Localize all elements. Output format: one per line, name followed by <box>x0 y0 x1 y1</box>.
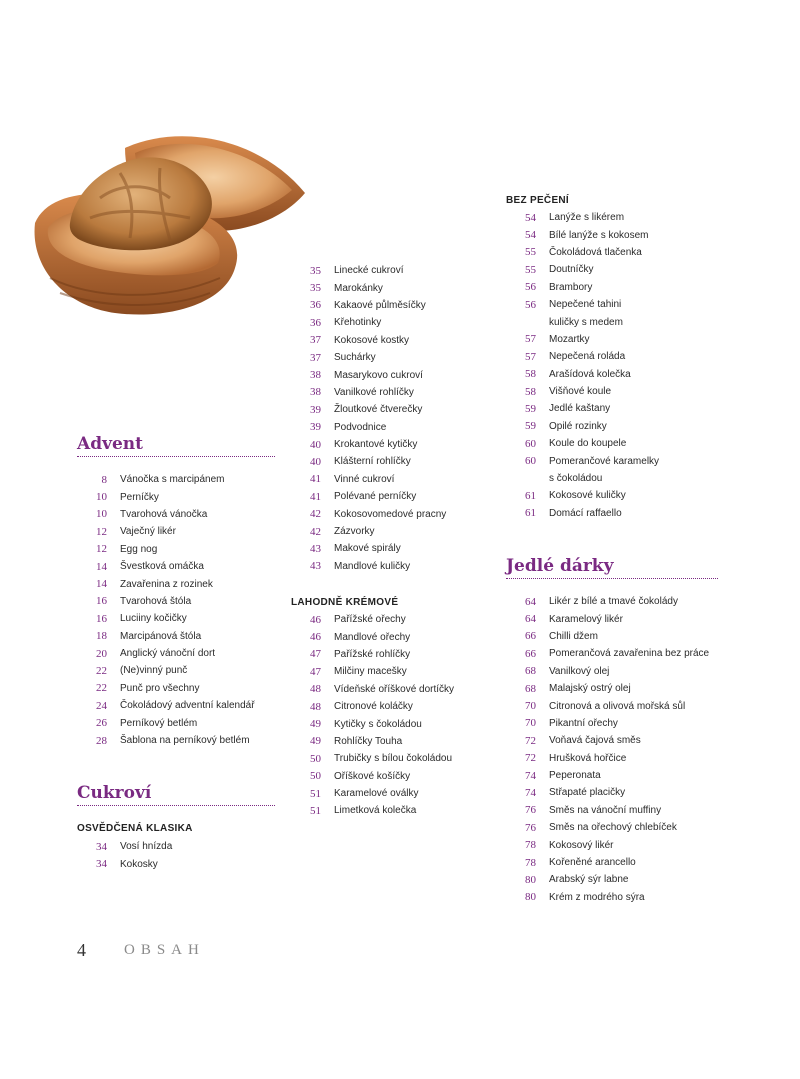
toc-title: Chilli džem <box>549 630 598 642</box>
osvedcena-list-b <box>291 262 446 575</box>
toc-page: 35 <box>310 264 321 277</box>
toc-title: Karamelové oválky <box>334 788 419 800</box>
toc-item[interactable] <box>506 680 709 697</box>
toc-page: 70 <box>525 717 536 730</box>
toc-item[interactable] <box>77 645 255 662</box>
toc-title: Křehotinky <box>334 317 382 329</box>
toc-item[interactable] <box>291 785 454 802</box>
toc-title: Vosí hnízda <box>120 841 173 853</box>
toc-item[interactable] <box>77 471 255 488</box>
toc-page: 68 <box>525 665 536 678</box>
jedle-darky-list <box>506 593 709 906</box>
toc-title: Bílé lanýže s kokosem <box>549 229 649 241</box>
toc-page: 10 <box>96 508 107 521</box>
toc-page: 39 <box>310 403 321 416</box>
subsection-bez-peceni: BEZ PEČENÍ <box>506 195 570 206</box>
toc-item[interactable] <box>506 226 659 243</box>
toc-page: 40 <box>310 455 321 468</box>
section-title-jedle-darky: Jedlé dárky <box>506 556 718 579</box>
toc-title: Žloutkové čtverečky <box>334 404 423 416</box>
toc-title: Linecké cukroví <box>334 265 404 277</box>
toc-title: Mandlové ořechy <box>334 631 411 643</box>
toc-page: 50 <box>310 770 321 783</box>
toc-page: 12 <box>96 525 107 538</box>
toc-item[interactable] <box>506 279 659 296</box>
toc-item[interactable] <box>506 732 709 749</box>
toc-title: Oříškové košíčky <box>334 770 411 782</box>
toc-item[interactable] <box>506 610 709 627</box>
toc-title: Kokosové kostky <box>334 334 410 346</box>
toc-page: 57 <box>525 350 536 363</box>
toc-page: 42 <box>310 525 321 538</box>
toc-page: 43 <box>310 560 321 573</box>
toc-item[interactable] <box>291 349 446 366</box>
toc-page: 61 <box>525 507 536 520</box>
toc-title: Karamelový likér <box>549 613 623 625</box>
toc-item[interactable] <box>506 784 709 801</box>
toc-item[interactable] <box>291 698 454 715</box>
toc-page: 10 <box>96 491 107 504</box>
toc-title: Marcipánová štóla <box>120 630 202 642</box>
toc-item[interactable] <box>77 680 255 697</box>
toc-item[interactable] <box>506 854 709 871</box>
toc-title: Rohlíčky Touha <box>334 735 403 747</box>
bez-peceni-list <box>506 209 659 522</box>
toc-title: Luciiny kočičky <box>120 613 187 625</box>
toc-item[interactable] <box>506 296 659 313</box>
toc-title: Podvodnice <box>334 421 387 433</box>
toc-page: 38 <box>310 386 321 399</box>
toc-title: Trubičky s bílou čokoládou <box>334 753 453 765</box>
toc-item[interactable] <box>506 889 709 906</box>
toc-title: Pařížské ořechy <box>334 614 406 626</box>
toc-item[interactable] <box>506 819 709 836</box>
toc-title: Citronová a olivová mořská sůl <box>549 700 686 712</box>
toc-item[interactable] <box>291 401 446 418</box>
toc-page: 80 <box>525 873 536 886</box>
toc-page: 56 <box>525 298 536 311</box>
toc-item[interactable] <box>291 715 454 732</box>
toc-item[interactable] <box>291 436 446 453</box>
toc-item[interactable] <box>506 209 659 226</box>
toc-title: Anglický vánoční dort <box>120 648 216 660</box>
toc-item[interactable] <box>506 331 659 348</box>
toc-item[interactable] <box>77 855 172 872</box>
toc-title: Tvarohová vánočka <box>120 508 208 520</box>
toc-page: 60 <box>525 437 536 450</box>
toc-item[interactable] <box>506 348 659 365</box>
toc-page: 70 <box>525 700 536 713</box>
toc-item[interactable] <box>291 523 446 540</box>
toc-page: 59 <box>525 402 536 415</box>
toc-title: Vanilkový olej <box>549 665 610 677</box>
toc-item[interactable] <box>77 610 255 627</box>
toc-title: Čokoládová tlačenka <box>549 246 642 258</box>
toc-page: 42 <box>310 508 321 521</box>
toc-title: Kytičky s čokoládou <box>334 718 422 730</box>
toc-title: Směs na ořechový chlebíček <box>549 822 677 834</box>
toc-item[interactable] <box>506 435 659 452</box>
toc-page: 51 <box>310 804 321 817</box>
toc-title: Šablona na perníkový betlém <box>120 735 250 747</box>
toc-title: Voňavá čajová směs <box>549 735 641 747</box>
toc-title: Doutníčky <box>549 264 594 276</box>
toc-item[interactable] <box>506 470 659 487</box>
toc-page: 47 <box>310 665 321 678</box>
toc-item[interactable] <box>506 383 659 400</box>
toc-title: Perníčky <box>120 491 159 503</box>
toc-page: 28 <box>96 734 107 747</box>
toc-item[interactable] <box>506 452 659 469</box>
toc-item[interactable] <box>291 453 446 470</box>
toc-page: 24 <box>96 699 107 712</box>
toc-item[interactable] <box>291 505 446 522</box>
toc-page: 8 <box>101 473 107 486</box>
subsection-osvedcena-klasika: OSVĚDČENÁ KLASIKA <box>77 823 193 834</box>
toc-item[interactable] <box>77 697 255 714</box>
toc-page: 74 <box>525 769 536 782</box>
footer-section-label: OBSAH <box>124 942 205 958</box>
toc-item[interactable] <box>506 400 659 417</box>
toc-page: 16 <box>96 595 107 608</box>
toc-item[interactable] <box>77 838 172 855</box>
toc-page: 80 <box>525 891 536 904</box>
toc-title: Čokoládový adventní kalendář <box>120 700 255 712</box>
toc-item[interactable] <box>291 419 446 436</box>
toc-item[interactable] <box>291 384 446 401</box>
toc-title: Milčiny macešky <box>334 666 407 678</box>
toc-item[interactable] <box>506 645 709 662</box>
toc-item[interactable] <box>291 768 454 785</box>
toc-page: 37 <box>310 334 321 347</box>
toc-page: 16 <box>96 612 107 625</box>
toc-item[interactable] <box>77 662 255 679</box>
toc-title: Višňové koule <box>549 386 612 398</box>
toc-title: Tvarohová štóla <box>120 595 192 607</box>
toc-item[interactable] <box>506 628 709 645</box>
toc-item[interactable] <box>291 750 454 767</box>
toc-page: 59 <box>525 420 536 433</box>
lahodne-list <box>291 611 454 820</box>
osvedcena-list-a <box>77 838 172 873</box>
toc-title: Marokánky <box>334 282 383 294</box>
toc-page: 22 <box>96 682 107 695</box>
toc-title: Polévané perníčky <box>334 491 417 503</box>
toc-page: 49 <box>310 718 321 731</box>
toc-page: 26 <box>96 717 107 730</box>
toc-title: kuličky s medem <box>549 316 623 328</box>
toc-page: 37 <box>310 351 321 364</box>
toc-page: 56 <box>525 281 536 294</box>
toc-page: 39 <box>310 421 321 434</box>
toc-title: Opilé rozinky <box>549 420 607 432</box>
toc-title: Zavařenina z rozinek <box>120 578 213 590</box>
toc-item[interactable] <box>291 611 454 628</box>
toc-title: Mandlové kuličky <box>334 560 411 572</box>
toc-page: 12 <box>96 543 107 556</box>
toc-page: 57 <box>525 333 536 346</box>
toc-item[interactable] <box>291 540 446 557</box>
toc-page: 66 <box>525 630 536 643</box>
toc-item[interactable] <box>77 488 255 505</box>
walnut-image <box>30 128 310 318</box>
toc-title: Citronové koláčky <box>334 701 413 713</box>
toc-item[interactable] <box>506 802 709 819</box>
toc-page: 50 <box>310 752 321 765</box>
toc-item[interactable] <box>291 488 446 505</box>
toc-title: Pomerančová zavařenina bez práce <box>549 648 710 660</box>
toc-title: Limetková kolečka <box>334 805 417 817</box>
toc-title: Střapaté placičky <box>549 787 626 799</box>
toc-title: Egg nog <box>120 543 158 555</box>
toc-page: 34 <box>96 840 107 853</box>
toc-item[interactable] <box>291 297 446 314</box>
toc-title: Směs na vánoční muffiny <box>549 804 662 816</box>
toc-item[interactable] <box>291 262 446 279</box>
toc-page: 78 <box>525 856 536 869</box>
toc-title: Krokantové kytičky <box>334 439 418 451</box>
toc-page: 48 <box>310 700 321 713</box>
toc-item[interactable] <box>291 332 446 349</box>
toc-title: Arabský sýr labne <box>549 874 629 886</box>
toc-title: Zázvorky <box>334 526 375 538</box>
toc-item[interactable] <box>291 733 454 750</box>
toc-page: 48 <box>310 683 321 696</box>
toc-title: Pařížské rohlíčky <box>334 648 411 660</box>
toc-title: Kokosovomedové pracny <box>334 508 447 520</box>
toc-item[interactable] <box>77 593 255 610</box>
toc-page: 34 <box>96 858 107 871</box>
toc-item[interactable] <box>291 366 446 383</box>
toc-page: 58 <box>525 385 536 398</box>
toc-title: s čokoládou <box>549 473 603 485</box>
toc-item[interactable] <box>291 681 454 698</box>
toc-item[interactable] <box>291 471 446 488</box>
toc-page: 64 <box>525 595 536 608</box>
toc-page: 55 <box>525 263 536 276</box>
toc-title: (Ne)vinný punč <box>120 665 188 677</box>
toc-title: Domácí raffaello <box>549 507 622 519</box>
toc-page: 20 <box>96 647 107 660</box>
toc-item[interactable] <box>506 261 659 278</box>
toc-page: 54 <box>525 229 536 242</box>
toc-title: Krém z modrého sýra <box>549 891 645 903</box>
toc-item[interactable] <box>291 279 446 296</box>
toc-page: 49 <box>310 735 321 748</box>
toc-page: 58 <box>525 368 536 381</box>
toc-page: 36 <box>310 316 321 329</box>
toc-item[interactable] <box>506 487 659 504</box>
toc-title: Kokosový likér <box>549 839 614 851</box>
toc-item[interactable] <box>506 505 659 522</box>
toc-title: Vídeňské oříškové dortíčky <box>334 683 455 695</box>
toc-title: Malajský ostrý olej <box>549 683 631 695</box>
toc-item[interactable] <box>506 767 709 784</box>
toc-item[interactable] <box>506 871 709 888</box>
subsection-lahodne-kremove: LAHODNĚ KRÉMOVÉ <box>291 597 399 608</box>
toc-item[interactable] <box>506 715 709 732</box>
toc-item[interactable] <box>506 244 659 261</box>
toc-item[interactable] <box>506 366 659 383</box>
toc-item[interactable] <box>77 575 255 592</box>
toc-item[interactable] <box>77 558 255 575</box>
toc-title: Punč pro všechny <box>120 682 200 694</box>
toc-item[interactable] <box>506 750 709 767</box>
toc-page: 76 <box>525 804 536 817</box>
toc-title: Makové spirály <box>334 543 401 555</box>
toc-item[interactable] <box>506 663 709 680</box>
toc-item[interactable] <box>506 313 659 330</box>
toc-item[interactable] <box>77 523 255 540</box>
toc-title: Koule do koupele <box>549 438 627 450</box>
toc-item[interactable] <box>77 541 255 558</box>
toc-title: Nepečené tahini <box>549 299 622 311</box>
toc-page: 76 <box>525 821 536 834</box>
toc-title: Vinné cukroví <box>334 473 395 485</box>
toc-page: 72 <box>525 734 536 747</box>
toc-title: Brambory <box>549 281 593 293</box>
toc-page: 41 <box>310 473 321 486</box>
toc-page: 47 <box>310 648 321 661</box>
toc-page: 54 <box>525 211 536 224</box>
toc-title: Arašídová kolečka <box>549 368 631 380</box>
toc-page: 46 <box>310 631 321 644</box>
toc-item[interactable] <box>291 314 446 331</box>
toc-page: 51 <box>310 787 321 800</box>
toc-item[interactable] <box>77 628 255 645</box>
toc-page: 36 <box>310 299 321 312</box>
toc-page: 72 <box>525 752 536 765</box>
toc-title: Kakaové půlměsíčky <box>334 299 426 311</box>
toc-item[interactable] <box>77 506 255 523</box>
section-title-cukrovi: Cukroví <box>77 783 275 806</box>
toc-title: Lanýže s likérem <box>549 212 625 224</box>
toc-title: Kokosky <box>120 858 158 870</box>
toc-item[interactable] <box>77 714 255 731</box>
toc-page: 41 <box>310 490 321 503</box>
toc-page: 14 <box>96 578 107 591</box>
toc-page: 61 <box>525 489 536 502</box>
toc-title: Suchárky <box>334 352 376 364</box>
toc-item[interactable] <box>77 732 255 749</box>
toc-item[interactable] <box>291 802 454 819</box>
toc-title: Likér z bílé a tmavé čokolády <box>549 596 678 608</box>
toc-item[interactable] <box>291 646 454 663</box>
toc-item[interactable] <box>506 697 709 714</box>
toc-item[interactable] <box>506 836 709 853</box>
toc-item[interactable] <box>291 628 454 645</box>
toc-item[interactable] <box>291 558 446 575</box>
toc-page: 55 <box>525 246 536 259</box>
toc-page: 22 <box>96 664 107 677</box>
toc-page: 74 <box>525 786 536 799</box>
toc-item[interactable] <box>506 418 659 435</box>
toc-page: 68 <box>525 682 536 695</box>
toc-page: 40 <box>310 438 321 451</box>
toc-page: 78 <box>525 839 536 852</box>
toc-title: Nepečená roláda <box>549 351 626 363</box>
toc-title: Hrušková hořčice <box>549 752 627 764</box>
toc-item[interactable] <box>506 593 709 610</box>
toc-title: Kořeněné arancello <box>549 857 636 869</box>
toc-title: Vaječný likér <box>120 526 176 538</box>
toc-page: 64 <box>525 613 536 626</box>
toc-title: Kokosové kuličky <box>549 490 626 502</box>
toc-page: 18 <box>96 630 107 643</box>
page-number: 4 <box>77 940 86 960</box>
toc-title: Jedlé kaštany <box>549 403 611 415</box>
toc-title: Švestková omáčka <box>120 561 204 573</box>
toc-title: Peperonata <box>549 770 601 782</box>
toc-title: Masarykovo cukroví <box>334 369 423 381</box>
toc-item[interactable] <box>291 663 454 680</box>
toc-page: 38 <box>310 369 321 382</box>
toc-page: 14 <box>96 560 107 573</box>
toc-title: Klášterní rohlíčky <box>334 456 411 468</box>
toc-title: Mozartky <box>549 333 590 345</box>
toc-title: Vánočka s marcipánem <box>120 474 225 486</box>
toc-title: Vanilkové rohlíčky <box>334 386 414 398</box>
toc-page: 43 <box>310 542 321 555</box>
toc-title: Perníkový betlém <box>120 717 198 729</box>
toc-title: Pikantní ořechy <box>549 717 618 729</box>
toc-page: 60 <box>525 455 536 468</box>
toc-page: 46 <box>310 613 321 626</box>
toc-title: Pomerančové karamelky <box>549 455 660 467</box>
section-title-advent: Advent <box>77 434 275 457</box>
toc-page: 66 <box>525 647 536 660</box>
toc-page: 35 <box>310 282 321 295</box>
advent-list <box>77 471 255 749</box>
